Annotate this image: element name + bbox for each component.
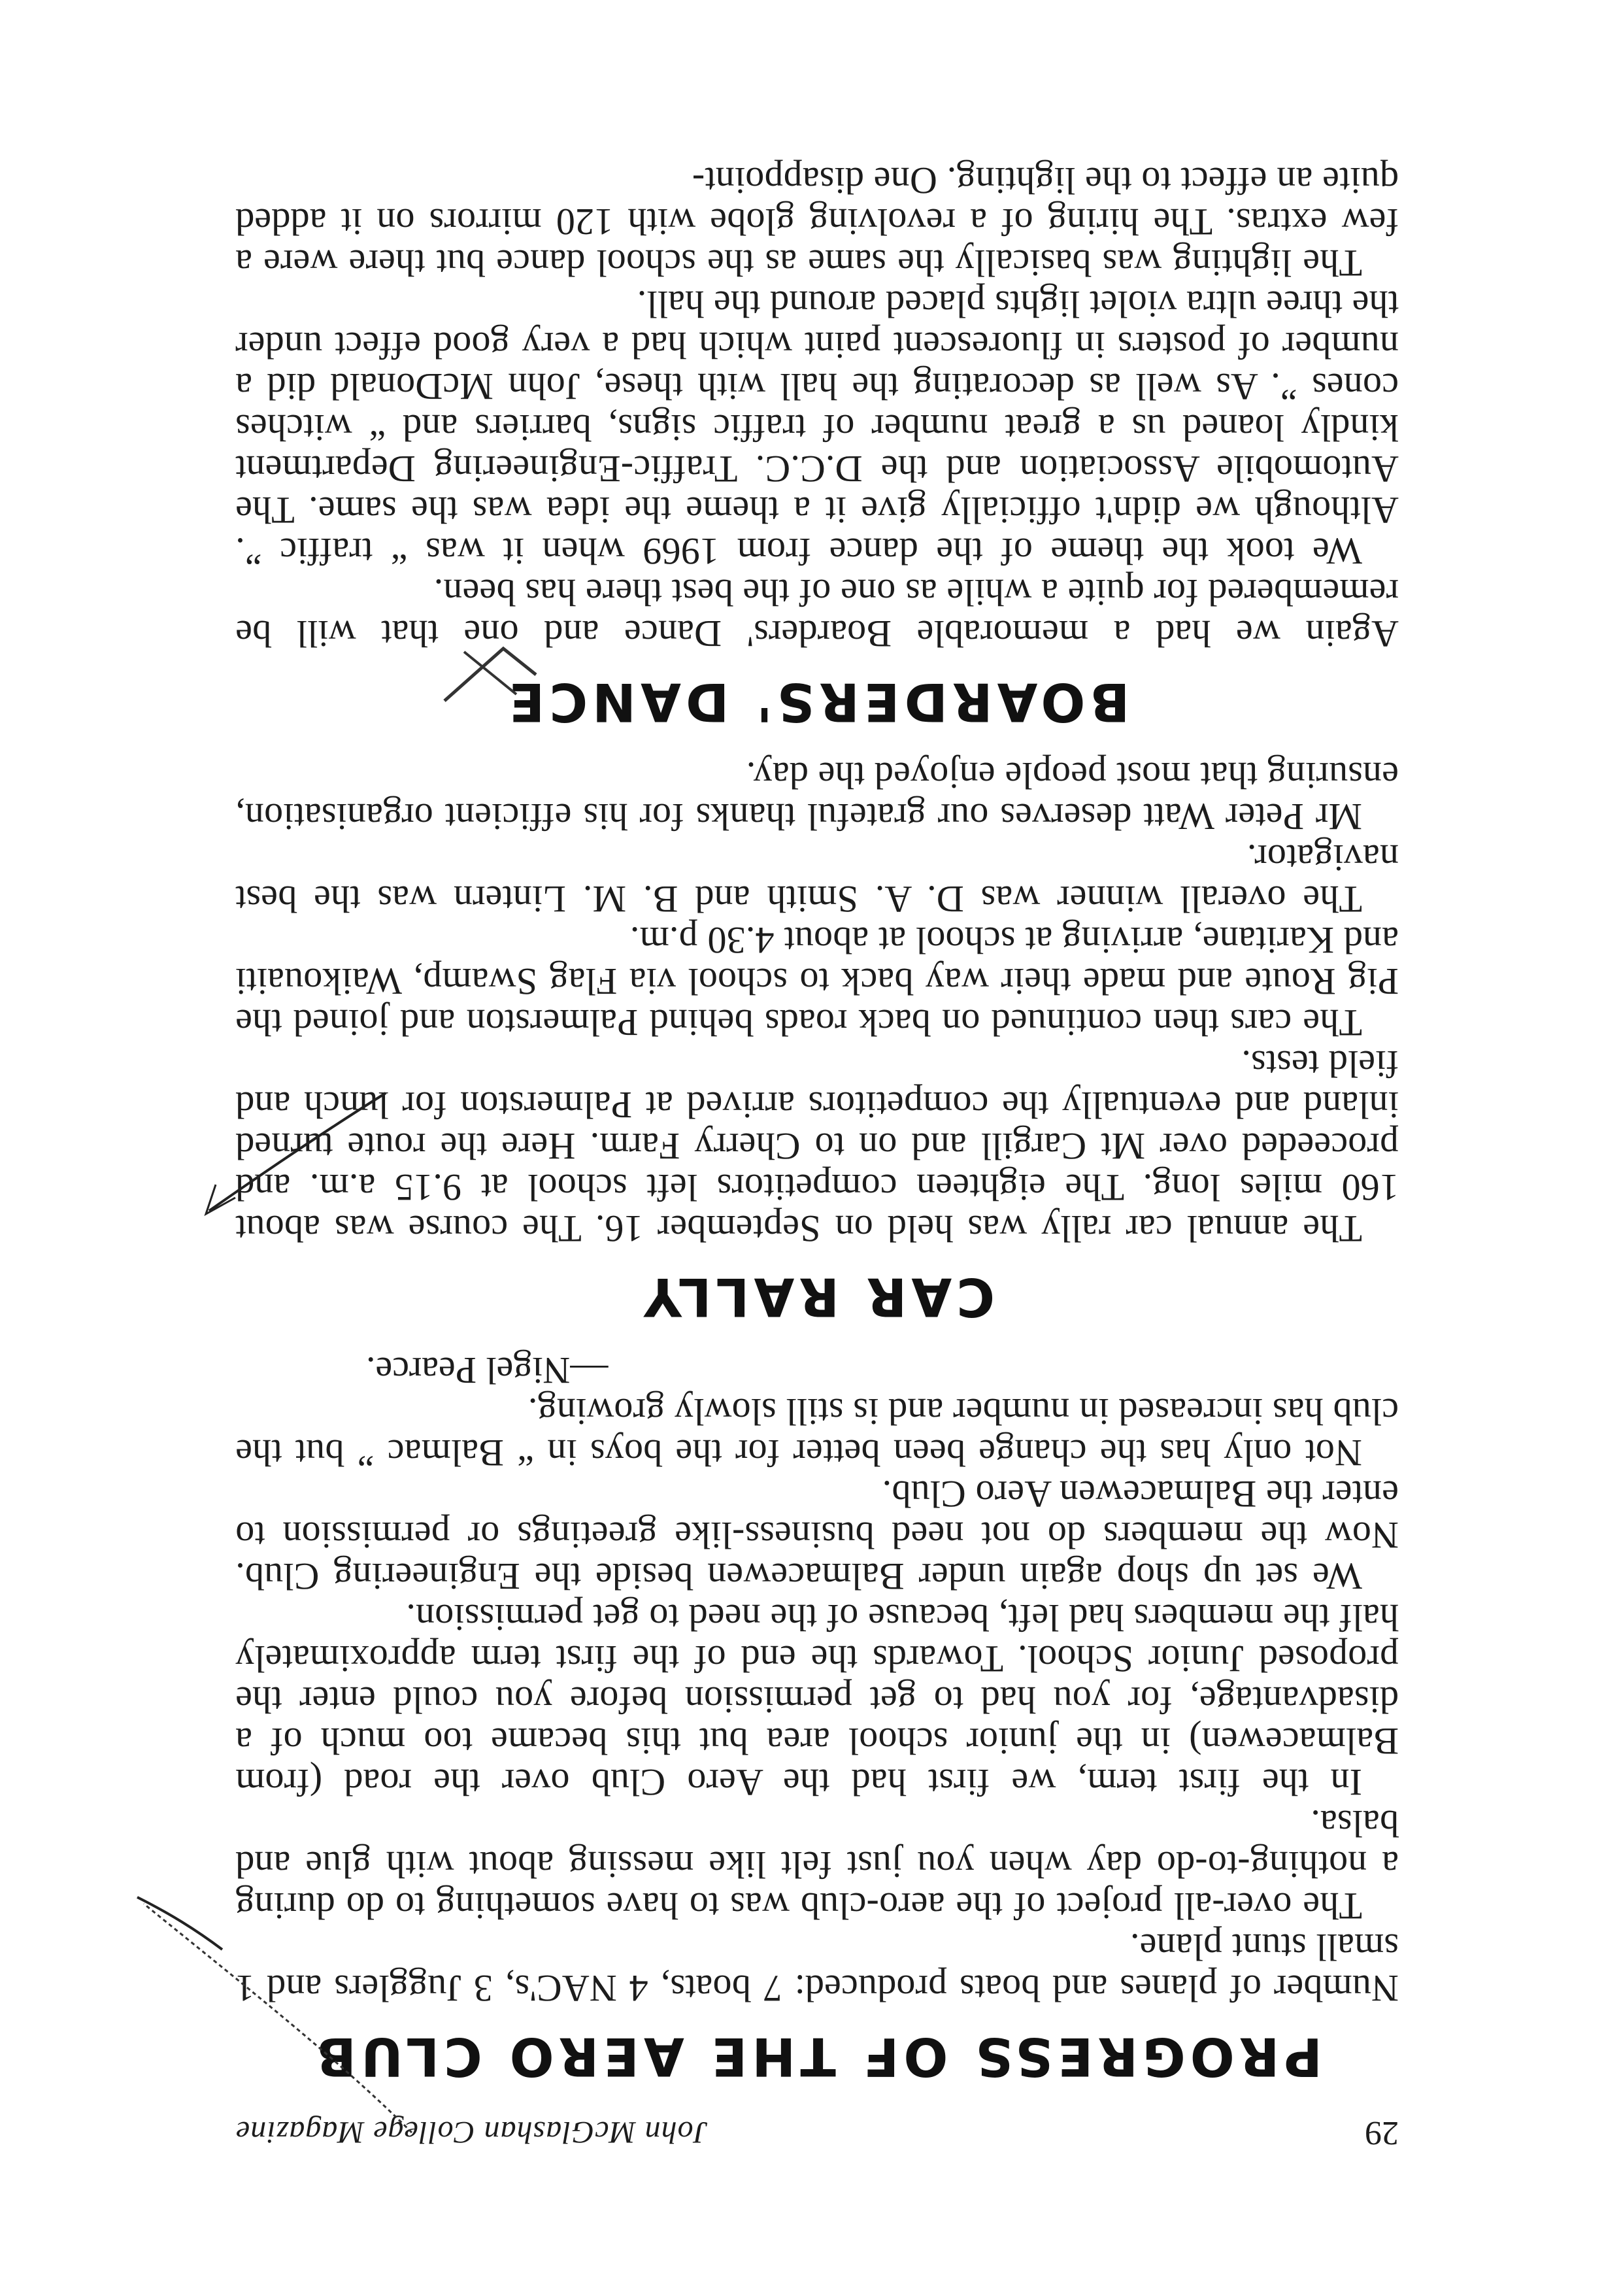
article-paragraph: The lighting was basically the same as the school dance but there were a few extras. The hiring of a revolving globe with 120 mirrors on it added quite an effect to the lighting. One disappoint- <box>235 160 1399 284</box>
page-number: 29 <box>1365 2114 1399 2152</box>
running-head <box>235 2114 1399 2152</box>
aero-club-heading: PROGRESS OF THE AERO CLUB <box>312 2026 1322 2087</box>
magazine-title: John McGlashan College Magazine <box>235 2115 708 2150</box>
article-paragraph: Number of planes and boats produced: 7 boats, 4 NAC's, 3 Jugglers and 1 small stunt plane. <box>235 1926 1399 2010</box>
article-paragraph: The over-all project of the aero-club was to have something to do during a nothing-to-do day when you just felt like messing about with glue and balsa. <box>235 1802 1399 1927</box>
article-paragraph: We took the theme of the dance from 1969 when it was “ traffic ”. Although we didn't officially give it a theme the idea was the same. The Automobile Association and the D.C.C. Traffic-Engineering Department kindly loaned us a great number of traffic signs, barriers and “ witches cones ”. As well as decorating the hall with these, John McDonald did a number of posters in fluorescent paint which had a very good effect under the three ultra violet lights placed around the hall. <box>235 283 1399 573</box>
article-paragraph: The annual car rally was held on September 16. The course was about 160 miles long. The eighteen competitors left school at 9.15 a.m. and proceeded over Mt Cargill and on to Cherry Farm. Here the route turned inland and eventually the competitors arrived at Palmerston for lunch and field tests. <box>235 1043 1399 1250</box>
article-paragraph: Mr Peter Watt deserves our grateful thanks for his efficient organisation, ensuring that most people enjoyed the day. <box>235 754 1399 838</box>
car-rally-heading: CAR RALLY <box>639 1266 995 1327</box>
boarders-dance-article <box>235 160 1399 732</box>
aero-club-article <box>235 1349 1399 2087</box>
article-paragraph: We set up shop again under Balmacewen beside the Engineering Club. Now the members do not need business-like greetings or permission to enter the Balmacewen Aero Club. <box>235 1473 1399 1598</box>
car-rally-article <box>235 754 1399 1327</box>
article-paragraph: In the first term, we first had the Aero Club over the road (from Balmacewen) in the junior school area but this became too much of a disadvantage, for you had to get permission before you could enter the proposed Junior School. Towards the end of the first term approximately half the members had left, because of the need to get permission. <box>235 1596 1399 1804</box>
article-paragraph: Again we had a memorable Boarders' Dance and one that will be remembered for quite a while as one of the best there has been. <box>235 571 1399 655</box>
article-paragraph: The cars then continued on back roads behind Palmerston and joined the Pig Route and made their way back to school via Flag Swamp, Waikouaiti and Karitane, arriving at school at about 4.30 p.m. <box>235 919 1399 1044</box>
article-paragraph: The overall winner was D. A. Smith and B. M. Lintern was the best navigator. <box>235 837 1399 920</box>
text-column <box>235 160 1399 2152</box>
author-signature: —Nigel Pearce. <box>366 1349 609 1392</box>
article-paragraph: Not only has the change been better for the boys in “ Balmac ” but the club has increased in number and is still slowly growing. <box>235 1391 1399 1474</box>
boarders-dance-heading: BOARDERS' DANCE <box>504 671 1130 732</box>
